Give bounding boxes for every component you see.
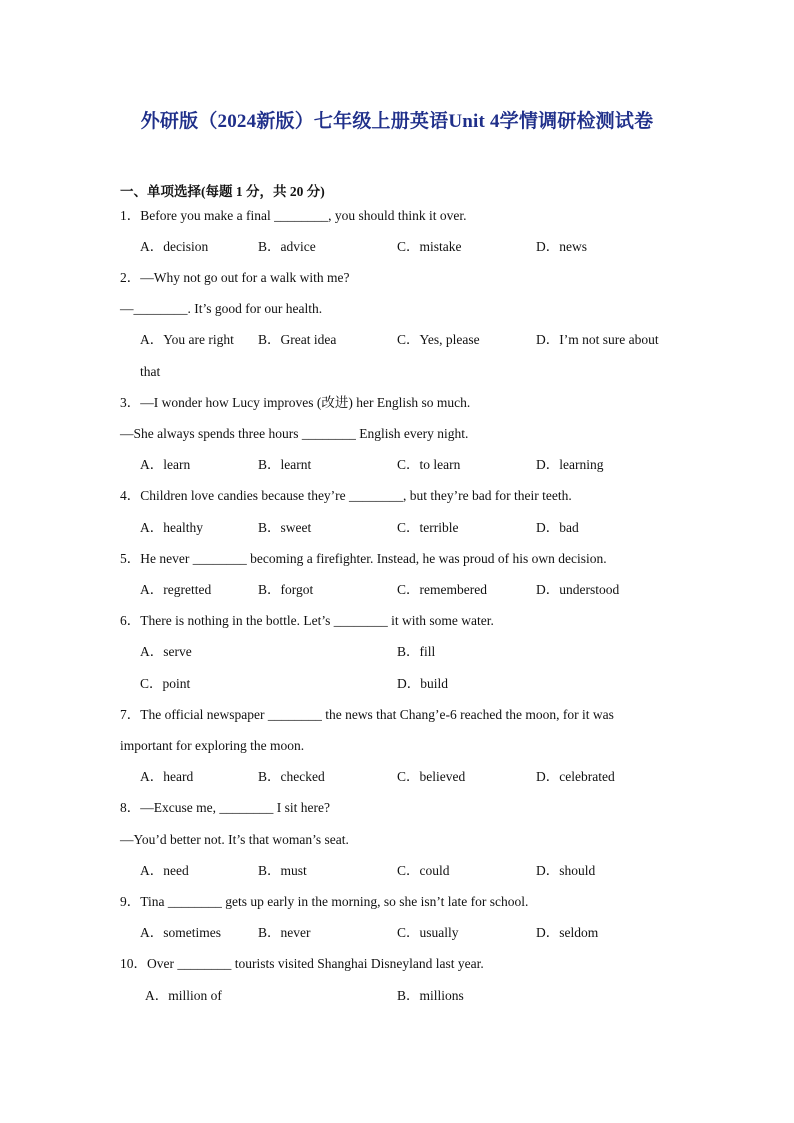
question-8-stem-line-2: —You’d better not. It’s that woman’s seat.: [120, 832, 349, 847]
question-4-option-b: B．sweet: [258, 520, 312, 535]
question-2-option-a: A．You are right: [140, 332, 234, 347]
question-8-stem: 8．—Excuse me, ________ I sit here?: [120, 800, 330, 815]
question-1-option-d: D．news: [536, 239, 587, 254]
question-8-option-b: B．must: [258, 863, 307, 878]
question-6-stem: 6．There is nothing in the bottle. Let’s ________ it with some water.: [120, 613, 494, 628]
question-5-option-a: A．regretted: [140, 582, 212, 597]
question-7-option-d: D．celebrated: [536, 769, 615, 784]
question-3-option-b: B．learnt: [258, 457, 312, 472]
question-7-stem: 7．The official newspaper ________ the news that Chang’e-6 reached the moon, for it was: [120, 707, 614, 722]
question-5-option-c: C．remembered: [397, 582, 487, 597]
question-10-option-a: A．million of: [145, 988, 222, 1003]
section-heading: 一、单项选择(每题 1 分，共 20 分): [120, 184, 325, 199]
question-4-stem: 4．Children love candies because they’re ________, but they’re bad for their teeth.: [120, 488, 572, 503]
question-4-option-a: A．healthy: [140, 520, 203, 535]
question-6-option-a: A．serve: [140, 644, 192, 659]
question-6-option-d: D．build: [397, 676, 449, 691]
question-1-stem: 1．Before you make a final ________, you should think it over.: [120, 208, 467, 223]
question-8-option-c: C．could: [397, 863, 450, 878]
question-9-option-a: A．sometimes: [140, 925, 221, 940]
question-5-option-b: B．forgot: [258, 582, 314, 597]
question-2-stem-line-2: —________. It’s good for our health.: [120, 301, 323, 316]
question-9-option-d: D．seldom: [536, 925, 599, 940]
question-3-option-d: D．learning: [536, 457, 604, 472]
question-3-option-c: C．to learn: [397, 457, 461, 472]
question-8-option-d: D．should: [536, 863, 596, 878]
question-6-option-c: C．point: [140, 676, 191, 691]
question-2-option-d: D．I’m not sure about: [536, 332, 659, 347]
question-6-option-b: B．fill: [397, 644, 436, 659]
question-1-option-c: C．mistake: [397, 239, 462, 254]
question-9-option-c: C．usually: [397, 925, 459, 940]
question-3-stem-line-2: —She always spends three hours ________ English every night.: [120, 426, 469, 441]
question-7-stem-line-2: important for exploring the moon.: [120, 738, 305, 753]
question-10-option-b: B．millions: [397, 988, 464, 1003]
question-2-option-c: C．Yes, please: [397, 332, 480, 347]
question-4-option-c: C．terrible: [397, 520, 459, 535]
question-9-stem: 9．Tina ________ gets up early in the morning, so she isn’t late for school.: [120, 894, 529, 909]
question-2-stem: 2．—Why not go out for a walk with me?: [120, 270, 350, 285]
question-7-option-b: B．checked: [258, 769, 325, 784]
question-7-option-c: C．believed: [397, 769, 466, 784]
question-5-stem: 5．He never ________ becoming a firefighter. Instead, he was proud of his own decision.: [120, 551, 607, 566]
question-3-stem: 3．—I wonder how Lucy improves (改进) her English so much.: [120, 395, 471, 410]
exam-title: 外研版（2024新版）七年级上册英语Unit 4学情调研检测试卷: [140, 111, 654, 132]
question-4-option-d: D．bad: [536, 520, 579, 535]
question-8-option-a: A．need: [140, 863, 189, 878]
question-2-option-d-continued: that: [140, 364, 161, 379]
question-1-option-a: A．decision: [140, 239, 209, 254]
question-5-option-d: D．understood: [536, 582, 620, 597]
question-7-option-a: A．heard: [140, 769, 194, 784]
question-1-option-b: B．advice: [258, 239, 316, 254]
question-10-stem: 10．Over ________ tourists visited Shanghai Disneyland last year.: [120, 956, 484, 971]
question-9-option-b: B．never: [258, 925, 311, 940]
question-2-option-b: B．Great idea: [258, 332, 337, 347]
question-3-option-a: A．learn: [140, 457, 191, 472]
